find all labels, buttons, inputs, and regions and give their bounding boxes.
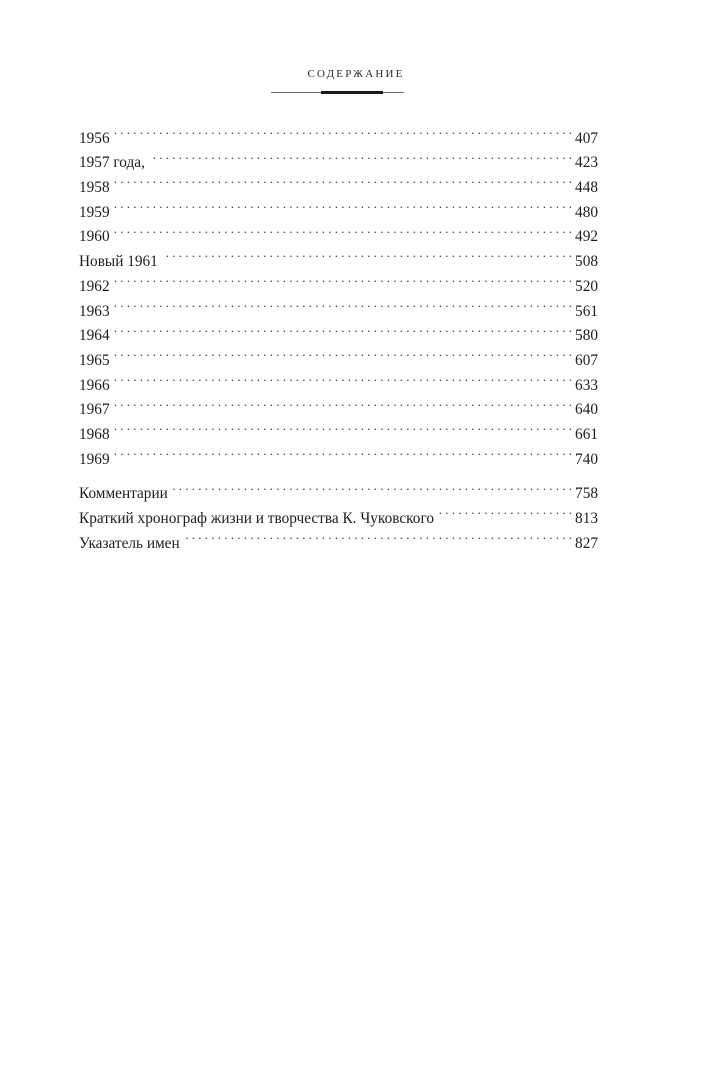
toc-dot-leader [114,167,572,192]
toc-entry-page: 480 [575,203,598,221]
toc-entry-title: 1957 года, [79,154,145,172]
toc-entry-title: 1964 [79,327,110,345]
toc-entry-page: 492 [575,228,598,246]
toc-entry-page: 607 [575,351,598,369]
toc-entry-page: 448 [575,179,598,197]
toc-entry-title: 1963 [79,302,110,320]
toc-entry-page: 520 [575,277,598,295]
toc-entry-page: 561 [575,302,598,320]
toc-entry-page: 758 [575,485,598,503]
toc-entry-title: 1959 [79,203,110,221]
toc-entry-title: 1968 [79,425,110,443]
toc-entry-page: 813 [575,510,598,527]
toc-entry[interactable] [79,340,598,369]
toc-dot-leader [114,390,572,415]
toc-entry[interactable] [79,217,598,246]
toc-entry-title: 1969 [79,450,110,468]
toc-entry-title: 1956 [79,129,110,147]
toc-entry-title: 1958 [79,179,110,197]
toc-entry[interactable] [79,266,598,295]
toc-dot-leader [114,439,572,464]
toc-entry[interactable] [79,192,598,221]
toc-appendix-group [79,474,598,552]
toc-entry[interactable] [79,241,598,271]
group-spacer [79,464,598,474]
toc-dot-leader [114,217,572,242]
toc-years-group [79,118,598,468]
toc-entry-title: 1962 [79,277,110,295]
toc-entry[interactable] [79,291,598,320]
toc-dot-leader [184,523,572,548]
toc-dot-leader [438,498,572,523]
toc-entry-title: Новый 1961 [79,253,158,271]
toc-entry[interactable] [79,414,598,443]
toc-entry[interactable] [79,365,598,394]
header-rule-ornament [321,91,383,94]
toc-entry-title: Указатель имен [79,534,180,552]
toc-dot-leader [114,316,572,341]
toc-dot-leader [162,241,572,266]
table-of-contents [79,118,598,552]
toc-entry[interactable] [79,143,598,172]
running-head: СОДЕРЖАНИЕ [307,68,405,80]
toc-dot-leader [114,291,572,316]
toc-dot-leader [114,414,572,439]
toc-dot-leader [172,474,572,499]
toc-dot-leader [114,340,572,365]
toc-entry-page: 423 [575,154,598,172]
toc-entry[interactable] [79,390,598,419]
toc-entry-title: 1967 [79,401,110,419]
toc-entry-title: 1965 [79,351,110,369]
toc-entry-page: 633 [575,376,598,394]
toc-dot-leader [114,365,572,390]
toc-entry[interactable] [79,316,598,345]
toc-entry[interactable] [79,167,598,197]
toc-entry-commentary[interactable] [79,474,598,503]
toc-entry-title: 1960 [79,228,110,246]
toc-entry-page: 508 [575,253,598,271]
toc-dot-leader [114,118,572,143]
toc-entry-page: 661 [575,425,598,443]
toc-entry-title: Комментарии [79,485,168,503]
toc-dot-leader [114,192,572,217]
toc-entry[interactable] [79,118,598,147]
toc-entry-page: 580 [575,327,598,345]
toc-dot-leader [149,143,572,168]
toc-entry-page: 640 [575,401,598,419]
toc-entry-page: 827 [575,534,598,552]
toc-entry[interactable] [79,439,598,468]
toc-dot-leader [114,266,572,291]
toc-entry-title: Краткий хронограф жизни и творчества К. Чуковского [79,510,434,527]
toc-entry-page: 740 [575,450,598,468]
toc-entry-title: 1966 [79,376,110,394]
toc-entry-page: 407 [575,129,598,147]
